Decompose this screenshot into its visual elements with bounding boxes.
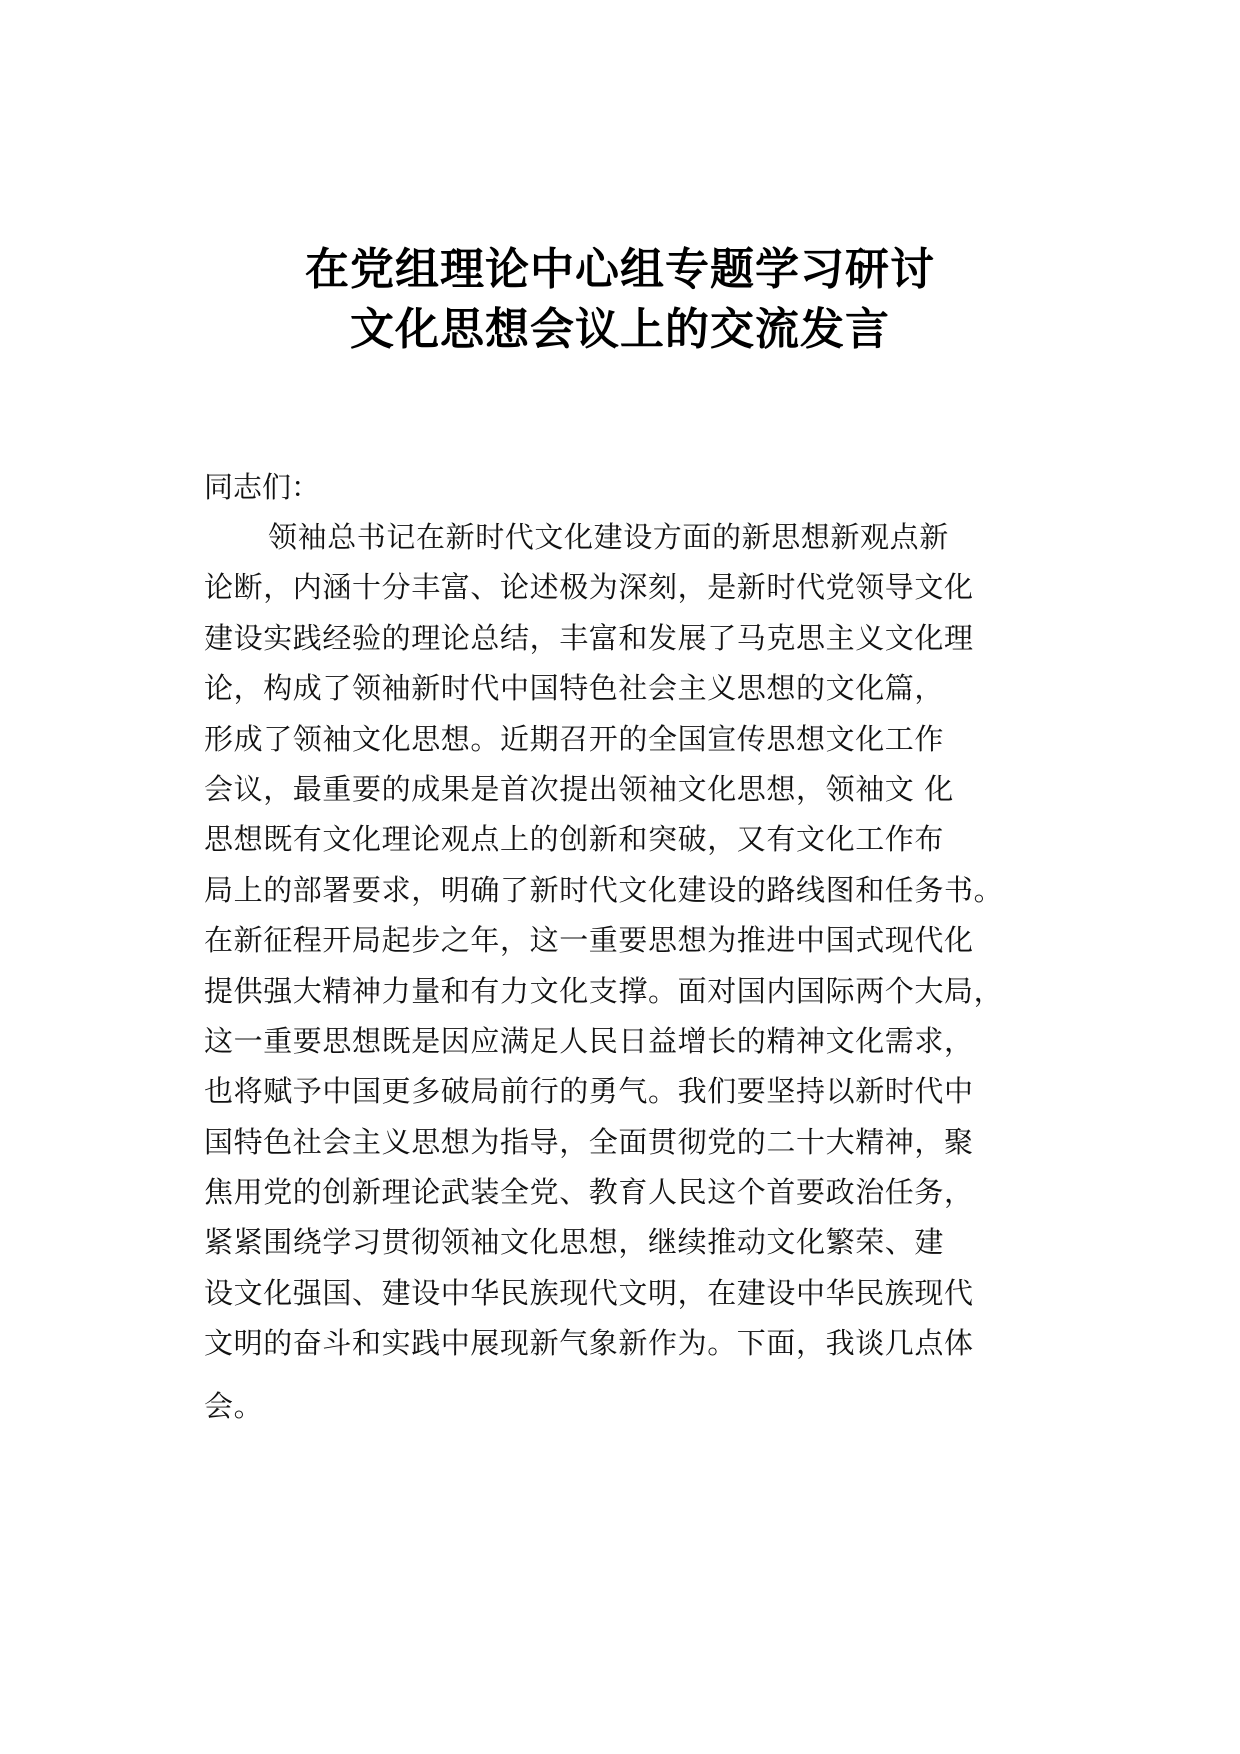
paragraph-line: 会。 <box>204 1388 264 1423</box>
title-line-2: 文化思想会议上的交流发言 <box>350 304 890 355</box>
paragraph-line: 这一重要思想既是因应满足人民日益增长的精神文化需求， <box>204 1023 974 1058</box>
document-body <box>204 462 1084 1431</box>
paragraph-line: 局上的部署要求，明确了新时代文化建设的路线图和任务书。 <box>204 872 1004 907</box>
paragraph-line: 论断，内涵十分丰富、论述极为深刻，是新时代党领导文化 <box>204 570 974 605</box>
paragraph-line: 思想既有文化理论观点上的创新和突破，又有文化工作布 <box>204 822 945 857</box>
paragraph-line: 领袖总书记在新时代文化建设方面的新思想新观点新 <box>268 520 949 554</box>
salutation: 同志们： <box>204 470 321 504</box>
paragraph-line: 焦用党的创新理论武装全党、教育人民这个首要政治任务， <box>204 1175 974 1210</box>
paragraph-line: 形成了领袖文化思想。近期召开的全国宣传思想文化工作 <box>204 721 945 756</box>
paragraph-line: 国特色社会主义思想为指导，全面贯彻党的二十大精神，聚 <box>204 1124 974 1159</box>
paragraph-line: 也将赋予中国更多破局前行的勇气。我们要坚持以新时代中 <box>204 1074 974 1109</box>
paragraph-line: 论，构成了领袖新时代中国特色社会主义思想的文化篇， <box>204 671 945 706</box>
paragraph-line: 建设实践经验的理论总结，丰富和发展了马克思主义文化理 <box>204 620 974 655</box>
paragraph-line: 会议，最重要的成果是首次提出领袖文化思想，领袖文 化 <box>204 771 954 806</box>
paragraph-line: 在新征程开局起步之年，这一重要思想为推进中国式现代化 <box>204 923 974 958</box>
paragraph <box>204 512 1084 1431</box>
title-line-1: 在党组理论中心组专题学习研讨 <box>305 244 935 295</box>
paragraph-line: 提供强大精神力量和有力文化支撑。面对国内国际两个大局， <box>204 973 1004 1008</box>
document-title <box>0 240 1240 360</box>
paragraph-line: 文明的奋斗和实践中展现新气象新作为。下面，我谈几点体 <box>204 1326 974 1361</box>
paragraph-line: 紧紧围绕学习贯彻领袖文化思想，继续推动文化繁荣、建 <box>204 1225 945 1260</box>
paragraph-line: 设文化强国、建设中华民族现代文明，在建设中华民族现代 <box>204 1275 974 1310</box>
